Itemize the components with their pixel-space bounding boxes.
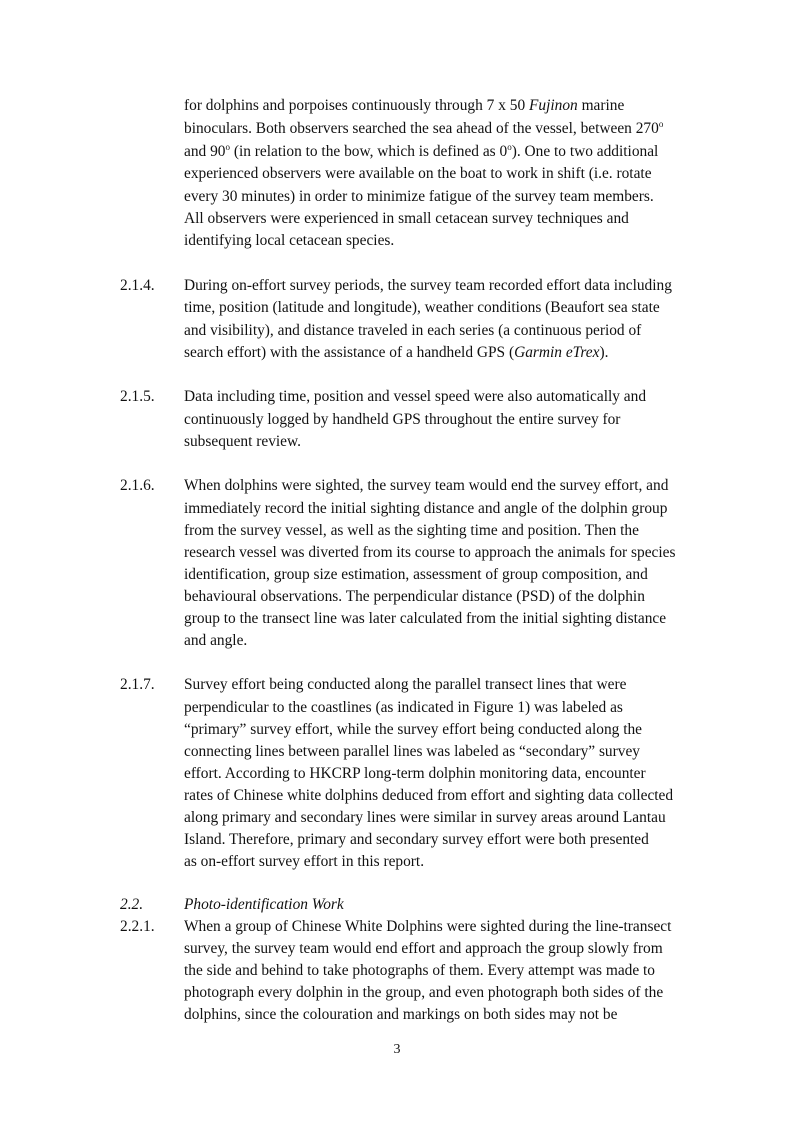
text: marine — [577, 97, 625, 114]
s215-line-2: continuously logged by handheld GPS throughout the entire survey for — [184, 411, 621, 428]
text: binoculars. Both observers searched the sea ahead of the vessel, between 270 — [184, 120, 659, 137]
intro-line-1 — [184, 95, 624, 117]
section-number-2-1-5: 2.1.5. — [120, 388, 155, 405]
s216-line-1: When dolphins were sighted, the survey team would end the survey effort, and — [184, 477, 669, 494]
s214-line-3: and visibility), and distance traveled in each series (a continuous period of — [184, 322, 642, 339]
s214-line-4 — [184, 342, 608, 364]
s216-line-2: immediately record the initial sighting distance and angle of the dolphin group — [184, 500, 668, 517]
s217-line-8: Island. Therefore, primary and secondary survey effort were both presented — [184, 831, 649, 848]
s216-line-4: research vessel was diverted from its course to approach the animals for species — [184, 544, 676, 561]
italic-brand: Garmin eTrex — [514, 344, 600, 361]
section-number-2-2-1: 2.2.1. — [120, 918, 155, 935]
s216-line-6: behavioural observations. The perpendicular distance (PSD) of the dolphin — [184, 588, 645, 605]
s217-line-7: along primary and secondary lines were similar in survey areas around Lantau — [184, 809, 666, 826]
italic-brand: Fujinon — [528, 97, 578, 114]
text: and 90 — [184, 143, 226, 160]
degree-mark: o — [658, 118, 664, 129]
text: ). — [599, 344, 609, 361]
intro-line-3 — [184, 141, 658, 163]
s221-line-1: When a group of Chinese White Dolphins were sighted during the line-transect — [184, 918, 672, 935]
s221-line-5: dolphins, since the colouration and markings on both sides may not be — [184, 1006, 618, 1023]
text: for dolphins and porpoises continuously through 7 x 50 — [184, 97, 529, 114]
section-number-2-1-6: 2.1.6. — [120, 477, 155, 494]
s217-line-6: rates of Chinese white dolphins deduced from effort and sighting data collected — [184, 787, 674, 804]
s217-line-5: effort. According to HKCRP long-term dolphin monitoring data, encounter — [184, 765, 646, 782]
s217-line-1: Survey effort being conducted along the parallel transect lines that were — [184, 676, 627, 693]
s217-line-9: as on-effort survey effort in this report. — [184, 853, 425, 870]
s216-line-7: group to the transect line was later calculated from the initial sighting distance — [184, 610, 667, 627]
text: (in relation to the bow, which is defined as 0 — [229, 143, 508, 160]
s215-line-1: Data including time, position and vessel speed were also automatically and — [184, 388, 647, 405]
s214-line-2: time, position (latitude and longitude), weather conditions (Beaufort sea state — [184, 299, 660, 316]
intro-line-6: All observers were experienced in small cetacean survey techniques and — [184, 210, 629, 227]
s217-line-2: perpendicular to the coastlines (as indicated in Figure 1) was labeled as — [184, 699, 623, 716]
degree-mark: o — [225, 141, 230, 152]
intro-line-5: every 30 minutes) in order to minimize fatigue of the survey team members. — [184, 188, 654, 205]
text: search effort) with the assistance of a handheld GPS ( — [184, 344, 515, 361]
s215-line-3: subsequent review. — [184, 433, 301, 450]
degree-mark: o — [507, 141, 512, 152]
intro-line-7: identifying local cetacean species. — [184, 232, 395, 249]
s217-line-4: connecting lines between parallel lines was labeled as “secondary” survey — [184, 743, 640, 760]
section-number-2-1-4: 2.1.4. — [120, 277, 155, 294]
s216-line-5: identification, group size estimation, assessment of group composition, and — [184, 566, 648, 583]
text: ). One to two additional — [511, 143, 659, 160]
intro-line-2 — [184, 118, 663, 140]
intro-line-4: experienced observers were available on the boat to work in shift (i.e. rotate — [184, 165, 652, 182]
s221-line-3: the side and behind to take photographs of them. Every attempt was made to — [184, 962, 655, 979]
s221-line-4: photograph every dolphin in the group, and even photograph both sides of the — [184, 984, 664, 1001]
page-number: 3 — [393, 1042, 401, 1057]
s216-line-8: and angle. — [184, 632, 248, 649]
section-heading-photo-id: Photo-identification Work — [184, 896, 344, 913]
section-number-2-2: 2.2. — [120, 896, 144, 913]
s214-line-1: During on-effort survey periods, the survey team recorded effort data including — [184, 277, 672, 294]
s217-line-3: “primary” survey effort, while the survey effort being conducted along the — [184, 721, 642, 738]
s216-line-3: from the survey vessel, as well as the sighting time and position. Then the — [184, 522, 639, 539]
section-number-2-1-7: 2.1.7. — [120, 676, 155, 693]
s221-line-2: survey, the survey team would end effort and approach the group slowly from — [184, 940, 663, 957]
